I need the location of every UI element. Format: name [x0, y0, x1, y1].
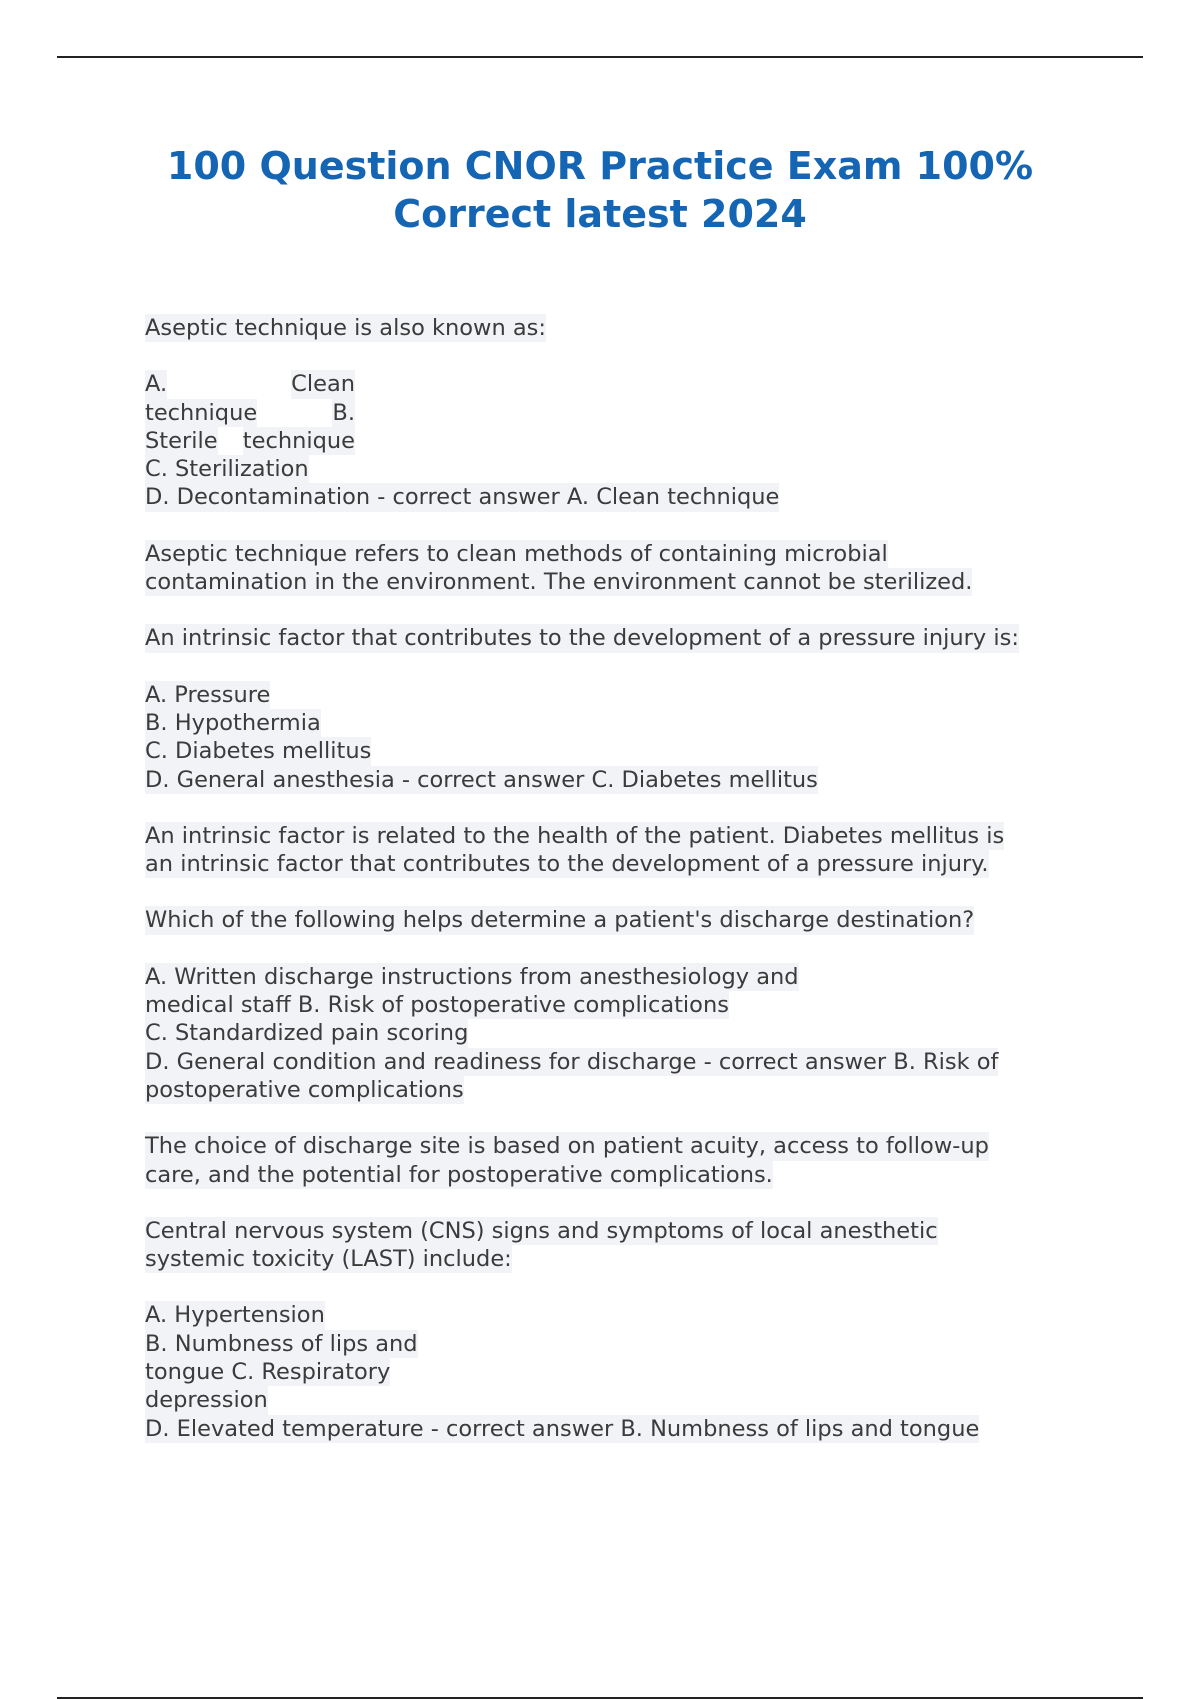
- question-2-explanation: [145, 822, 1105, 879]
- question-1-explanation: [145, 540, 1105, 597]
- option-line: Sterile technique: [145, 427, 355, 454]
- title-line-2: Correct latest 2024: [393, 192, 807, 236]
- option-answer-line: D. General condition and readiness for discharge - correct answer B. Risk of: [145, 1048, 999, 1075]
- bottom-rule: [57, 1697, 1143, 1699]
- top-rule: [57, 56, 1143, 58]
- question-1-options: [145, 370, 1105, 511]
- option-line: tongue C. Respiratory: [145, 1359, 391, 1386]
- option-line: B. Numbness of lips and: [145, 1330, 418, 1357]
- option-line: C. Standardized pain scoring: [145, 1020, 469, 1047]
- explanation-line: contamination in the environment. The environment cannot be sterilized.: [145, 569, 973, 596]
- question-3-options: [145, 963, 1105, 1104]
- page-title: [100, 142, 1100, 238]
- option-line: A. Pressure: [145, 681, 271, 708]
- question-2-options: [145, 681, 1105, 794]
- option-answer-line: D. Decontamination - correct answer A. Clean technique: [145, 484, 780, 511]
- option-line: C. Diabetes mellitus: [145, 738, 372, 765]
- option-answer-line: D. Elevated temperature - correct answer B. Numbness of lips and tongue: [145, 1415, 980, 1442]
- option-line: A. Written discharge instructions from anesthesiology and: [145, 963, 799, 990]
- explanation-line: an intrinsic factor that contributes to the development of a pressure injury.: [145, 851, 989, 878]
- option-line: medical staff B. Risk of postoperative complications: [145, 992, 729, 1019]
- document-body: [145, 314, 1105, 1471]
- explanation-line: care, and the potential for postoperative complications.: [145, 1161, 773, 1188]
- question-stem: systemic toxicity (LAST) include:: [145, 1246, 512, 1273]
- question-3-stem: [145, 906, 1105, 934]
- option-line: A. Hypertension: [145, 1302, 325, 1329]
- question-3-explanation: [145, 1132, 1105, 1189]
- explanation-line: Aseptic technique refers to clean methods of containing microbial: [145, 540, 888, 567]
- title-line-1: 100 Question CNOR Practice Exam 100%: [166, 144, 1034, 188]
- option-answer-line: postoperative complications: [145, 1076, 464, 1103]
- question-stem: Aseptic technique is also known as:: [145, 315, 546, 341]
- question-4-stem: [145, 1217, 1105, 1274]
- option-line: technique B.: [145, 399, 355, 426]
- question-stem: Which of the following helps determine a patient's discharge destination?: [145, 907, 975, 934]
- question-1-stem: [145, 314, 1105, 342]
- option-line: A. Clean: [145, 371, 355, 398]
- question-stem: Central nervous system (CNS) signs and symptoms of local anesthetic: [145, 1217, 938, 1244]
- question-4-options: [145, 1301, 1105, 1442]
- option-answer-line: D. General anesthesia - correct answer C. Diabetes mellitus: [145, 766, 818, 793]
- explanation-line: An intrinsic factor is related to the health of the patient. Diabetes mellitus is: [145, 822, 1005, 849]
- option-line: B. Hypothermia: [145, 709, 321, 736]
- question-stem: An intrinsic factor that contributes to the development of a pressure injury is:: [145, 625, 1019, 652]
- option-line: depression: [145, 1387, 268, 1414]
- question-2-stem: [145, 624, 1105, 652]
- option-line: C. Sterilization: [145, 456, 309, 483]
- explanation-line: The choice of discharge site is based on patient acuity, access to follow-up: [145, 1133, 989, 1160]
